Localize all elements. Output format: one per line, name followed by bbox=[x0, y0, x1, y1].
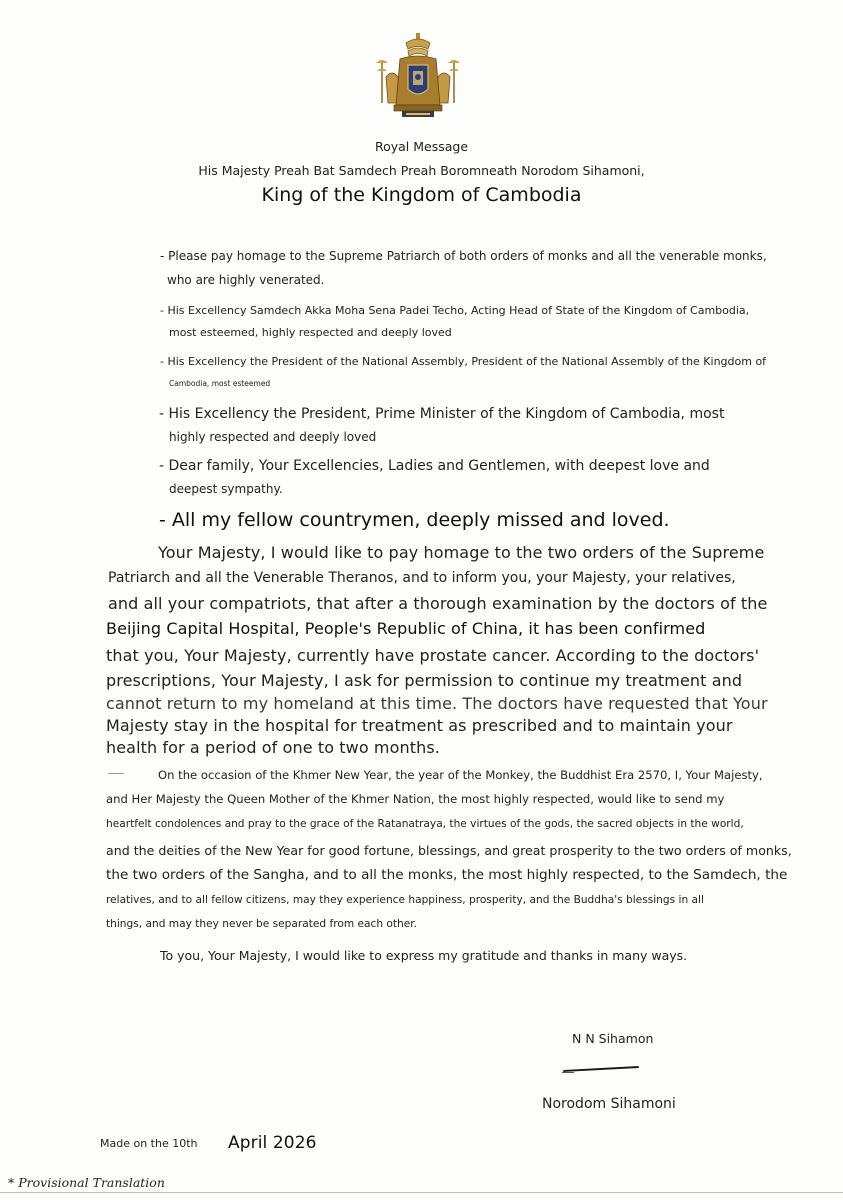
message-type-heading: Royal Message bbox=[374, 139, 469, 154]
date-prefix: Made on the 10th bbox=[100, 1137, 198, 1150]
body-line: that you, Your Majesty, currently have prostate cancer. According to the doctors' bbox=[106, 646, 760, 665]
body-line: On the occasion of the Khmer New Year, the year of the Monkey, the Buddhist Era 2570, I, Your Majesty, bbox=[158, 768, 763, 782]
body-line: and the deities of the New Year for good fortune, blessings, and great prosperity to the two orders of monks, bbox=[106, 843, 792, 858]
signature-stroke bbox=[563, 1066, 639, 1072]
salutation-line: - All my fellow countrymen, deeply missed and loved. bbox=[159, 509, 670, 531]
body-line: and Her Majesty the Queen Mother of the Khmer Nation, the most highly respected, would like to send my bbox=[106, 792, 725, 806]
body-line: Your Majesty, I would like to pay homage to the two orders of the Supreme bbox=[158, 543, 765, 562]
salutation-line: Cambodia, most esteemed bbox=[169, 379, 271, 388]
body-line: and all your compatriots, that after a thorough examination by the doctors of the bbox=[108, 594, 768, 613]
signature-stroke-tail bbox=[562, 1072, 574, 1073]
body-line: the two orders of the Sangha, and to all the monks, the most highly respected, to the Samdech, the bbox=[106, 867, 788, 883]
body-line: relatives, and to all fellow citizens, may they experience happiness, prosperity, and the Buddha's blessings in all bbox=[106, 894, 704, 906]
body-line: Patriarch and all the Venerable Theranos, and to inform you, your Majesty, your relatives, bbox=[108, 570, 736, 586]
signature-initials: N N Sihamon bbox=[572, 1031, 654, 1046]
salutation-line: - Please pay homage to the Supreme Patriarch of both orders of monks and all the venerable monks, bbox=[160, 249, 767, 263]
body-line: prescriptions, Your Majesty, I ask for permission to continue my treatment and bbox=[106, 671, 743, 690]
date-month-year: April 2026 bbox=[228, 1133, 317, 1153]
body-line: heartfelt condolences and pray to the grace of the Ratanatraya, the virtues of the gods, the sacred objects in the world, bbox=[106, 818, 744, 830]
body-line: things, and may they never be separated from each other. bbox=[106, 918, 418, 930]
sender-title: His Majesty Preah Bat Samdech Preah Boromneath Norodom Sihamoni, bbox=[198, 163, 645, 178]
salutation-line: most esteemed, highly respected and deeply loved bbox=[169, 326, 452, 339]
closing-line: To you, Your Majesty, I would like to express my gratitude and thanks in many ways. bbox=[160, 948, 688, 963]
scan-mark bbox=[108, 773, 124, 774]
page-bottom-edge bbox=[0, 1192, 843, 1193]
salutation-line: - His Excellency Samdech Akka Moha Sena Padei Techo, Acting Head of State of the Kingdom of Cambodia, bbox=[160, 304, 750, 317]
body-line: Majesty stay in the hospital for treatment as prescribed and to maintain your bbox=[106, 716, 733, 735]
salutation-line: - His Excellency the President of the National Assembly, President of the National Assembly of the Kingdom of bbox=[160, 355, 767, 368]
salutation-line: who are highly venerated. bbox=[167, 273, 325, 287]
body-line: Beijing Capital Hospital, People's Republic of China, it has been confirmed bbox=[106, 619, 706, 638]
salutation-line: - His Excellency the President, Prime Minister of the Kingdom of Cambodia, most bbox=[159, 406, 725, 422]
salutation-line: deepest sympathy. bbox=[169, 482, 283, 496]
signature-name: Norodom Sihamoni bbox=[542, 1096, 676, 1112]
body-line: health for a period of one to two months. bbox=[106, 738, 440, 757]
sender-position-heading: King of the Kingdom of Cambodia bbox=[261, 184, 582, 206]
salutation-line: highly respected and deeply loved bbox=[169, 430, 377, 444]
royal-coat-of-arms-icon bbox=[372, 33, 464, 123]
body-line: cannot return to my homeland at this time. The doctors have requested that Your bbox=[106, 694, 768, 713]
salutation-line: - Dear family, Your Excellencies, Ladies and Gentlemen, with deepest love and bbox=[159, 458, 710, 474]
provisional-translation-note: * Provisional Translation bbox=[8, 1175, 165, 1190]
